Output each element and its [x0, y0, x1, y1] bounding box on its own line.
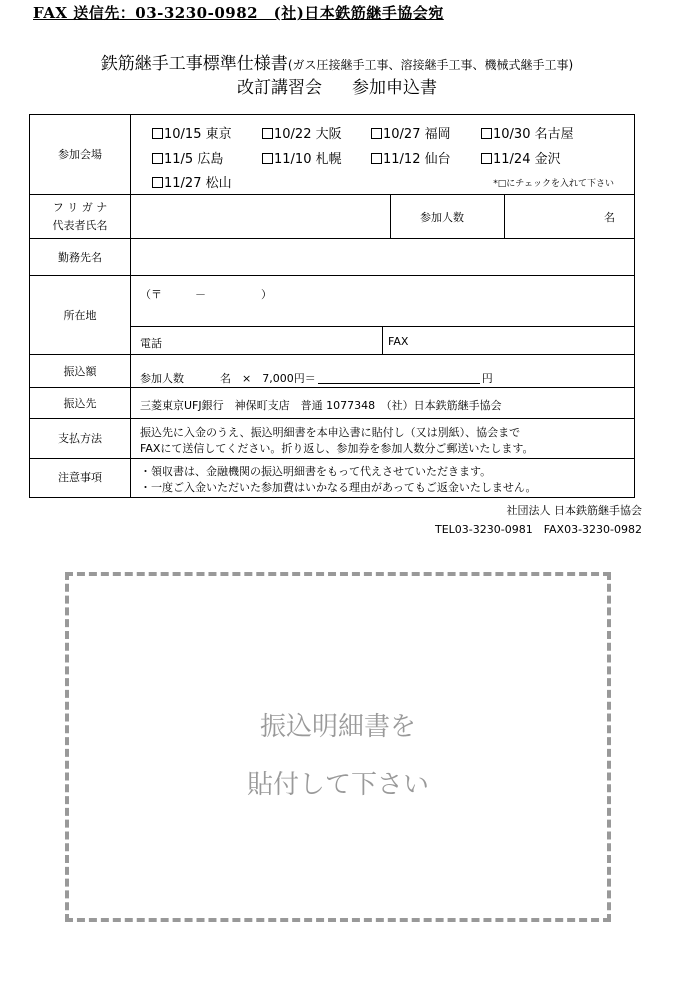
yen-unit: 円: [481, 372, 493, 385]
venue-option-1027-fukuoka[interactable]: 10/27 福岡: [371, 123, 451, 142]
payment-amount-formula: [140, 370, 493, 386]
notes-label: 注意事項: [30, 459, 131, 497]
form-title-line2: [0, 73, 674, 98]
venue-option-115-hiroshima[interactable]: 11/5 広島: [152, 148, 223, 167]
payment-multiplier: 名 × 7,000円＝: [220, 372, 316, 385]
fax-destination-header: FAX 送信先：03-3230-0982 (社)日本鉄筋継手協会宛: [33, 4, 444, 22]
postal-code-field[interactable]: （〒 － ）: [140, 288, 272, 301]
notes-line2: ・一度ご入金いただいた参加費はいかなる理由があってもご返金いたしません。: [140, 481, 537, 494]
venue-option-1127-matsuyama[interactable]: 11/27 松山: [152, 172, 232, 191]
checkbox-icon[interactable]: [481, 128, 492, 139]
venue-option-1015-tokyo[interactable]: 10/15 東京: [152, 123, 232, 142]
payment-amount-label: 振込額: [30, 355, 131, 388]
employer-label: 勤務先名: [30, 239, 131, 276]
checkbox-icon[interactable]: [371, 153, 382, 164]
address-label: 所在地: [30, 276, 131, 355]
venue-option-1022-osaka[interactable]: 10/22 大阪: [262, 123, 342, 142]
payment-participants-label: 参加人数: [140, 372, 184, 385]
receipt-paste-area: [65, 572, 611, 922]
fax-label: FAX: [388, 335, 409, 348]
venue-label: 参加会場: [30, 115, 131, 195]
representative-name-field[interactable]: [131, 195, 390, 239]
checkbox-icon[interactable]: [152, 128, 163, 139]
paste-instruction-line1: 振込明細書を: [259, 712, 416, 742]
form-title: [0, 49, 674, 74]
footer-organization: 社団法人 日本鉄筋継手協会: [506, 504, 642, 517]
title-application: 参加申込書: [352, 78, 437, 98]
application-form: [29, 114, 635, 498]
payment-method-line2: FAXにて送信してください。折り返し、参加券を参加人数分ご郵送いたします。: [140, 442, 534, 455]
footer-contact: TEL03-3230-0981 FAX03-3230-0982: [434, 523, 642, 536]
checkbox-icon[interactable]: [152, 153, 163, 164]
checkbox-icon[interactable]: [152, 177, 163, 188]
venue-option-1110-sapporo[interactable]: 11/10 札幌: [262, 148, 342, 167]
paste-instruction-line2: 貼付して下さい: [246, 770, 429, 800]
payee-bank-account: 三菱東京UFJ銀行 神保町支店 普通 1077348 （社）日本鉄筋継手協会: [140, 399, 502, 412]
checkbox-icon[interactable]: [262, 128, 273, 139]
payment-method-line1: 振込先に入金のうえ、振込明細書を本申込書に貼付し（又は別紙）、協会まで: [140, 426, 521, 439]
furigana-label: フ リ ガ ナ: [52, 201, 108, 214]
payment-method-label: 支払方法: [30, 419, 131, 459]
participant-count-label: 参加人数: [420, 211, 464, 224]
venue-option-1124-kanazawa[interactable]: 11/24 金沢: [481, 148, 561, 167]
checkbox-icon[interactable]: [262, 153, 273, 164]
payment-total-field[interactable]: [318, 371, 480, 384]
representative-name-label: 代表者氏名: [52, 219, 108, 232]
venue-option-1112-sendai[interactable]: 11/12 仙台: [371, 148, 451, 167]
checkbox-icon[interactable]: [481, 153, 492, 164]
name-label: [30, 195, 131, 239]
payee-label: 振込先: [30, 388, 131, 419]
checkbox-icon[interactable]: [371, 128, 382, 139]
employer-field[interactable]: [131, 239, 634, 276]
notes-line1: ・領収書は、金融機関の振込明細書をもって代えさせていただきます。: [140, 465, 492, 478]
checkbox-instruction: *□にチェックを入れて下さい: [493, 179, 614, 189]
title-subtitle: (ガス圧接継手工事、溶接継手工事、機械式継手工事): [287, 58, 574, 72]
venue-option-1030-nagoya[interactable]: 10/30 名古屋: [481, 123, 574, 142]
title-seminar: 改訂講習会: [237, 78, 322, 98]
participant-unit: 名: [604, 211, 615, 224]
phone-label: 電話: [140, 337, 162, 350]
title-main: 鉄筋継手工事標準仕様書: [100, 54, 288, 74]
